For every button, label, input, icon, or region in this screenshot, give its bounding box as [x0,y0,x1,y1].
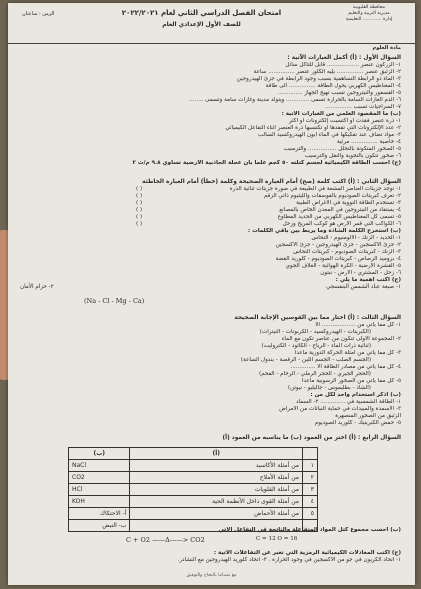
q3-line: ٣- الأسمدة والمبيدات في حماية النباتات من الأمراض [279,406,401,413]
table-row [69,496,318,508]
column-b-cell: أ- الاحتكاك [69,508,130,520]
row-number: ٢ [303,472,318,484]
answer-bracket: ( ) [136,221,143,228]
q1-line: ٧- السراجيات تسبب ............... [325,104,401,111]
q2-line: ١- الحديد - الزنك - الألومنيوم - النحاس [311,235,401,242]
exam-paper [8,3,415,585]
q3-choices: (ثنائية ذرات الماء - الرياح - الكاثود - الكتروليت) [261,343,371,350]
column-a-cell: من أمثلة الأملاح [130,472,303,484]
q1-line: ١- ذرة عنصر فقدت أو اكتسبت إلكترونات أو أكثر [289,118,401,125]
column-b-header: (ب) [69,448,130,460]
table-row [69,472,318,484]
ions-list: (Na - Cl - Mg - Ca) [84,297,145,305]
exam-subject: مادة العلوم [372,45,401,51]
q3-line: ٢- المجموعة الأولى تتكون من عناصر تكون مع الماء [281,336,401,343]
q2-c-row [20,284,401,291]
q3-subtitle: (ب) اذكر استخدام واحد لكل من : [310,392,401,399]
exam-footer: مع تمنياتنا بالنجاح والتوفيق [186,573,237,579]
q3-line: ٤- كل مما يأتي من مصادر الطاقة الا .............. [290,364,401,371]
column-a-header: (أ) [130,448,303,460]
q4-subtitle: (ج) اكتب المعادلات الكيميائية الرمزية التي تعبر عن التفاعلات الآتية : [213,550,401,556]
answer-bracket: ( ) [136,193,143,200]
q2-line: ١- صبغة عباد الشمس البنفسجي [326,284,401,291]
answer-bracket: ( ) [136,214,143,221]
exam-title: امتحان الفصل الدراسي الثاني لعام ٢٠٢٢/٢٠٢١ [121,9,282,17]
q3-line: الزئبق من الصخور المنصهرة [335,413,401,420]
q4-line: ١- اتحاد الكربون في جو من الأكسجين في وجود الحرارة . ٢- اتحاد كلوريد الهيدروجين مع النشادر. [177,556,401,563]
question-4-part-b [20,527,401,534]
q3-line: ٥- حمض الكبريتيك - كلوريد الصوديوم [314,420,401,427]
question-3-title: السؤال الثالث : (أ) اختار مما بين القوسين الإجابة الصحيحة [234,315,401,321]
q2-line: ٤- يستفاد من النيتروجين في المعدن الخاص بالمصانع [279,207,401,214]
exam-time: الزمن : ساعتان [22,11,55,17]
table-row [69,508,318,520]
question-4-part-c [20,550,401,564]
matching-table [68,447,318,532]
q2-line: ٢- جزئ الأكسجين - جزئ الهيدروجين - جزئ الأكسجين [275,242,401,249]
column-b-cell: CO2 [69,472,130,484]
row-number: ٥ [303,508,318,520]
question-4 [20,435,401,442]
atomic-masses: C = 12 O = 16 [256,536,298,542]
question-2-title: السؤال الثاني : (أ) اكتب كلمة (صح) أمام العبارة الصحيحة وكلمة (خطأ) أمام العبارة الخاطئة [142,179,401,185]
q1-line: ٦- صخور تتكون بالتجوية والنقل والترسيب [304,153,401,160]
directorate: مديرية التربية والتعليم [348,10,390,16]
table-row [69,484,318,496]
q2-line: ٤- بروميد الرصاص - كبريتات الصوديوم - كلوريد الفضة [275,256,401,263]
administration: إدارة ............. التعليمية [345,16,393,22]
column-b-cell: KOH [69,496,130,508]
q1-line: ١- الزركون عنصر .................. قابل للتآكل سائل [285,62,401,69]
exam-grade: للصف الأول الإعدادي العام [162,20,241,28]
answer-bracket: ( ) [136,200,143,207]
q2-subtitle: (ج) اكتب أهمية ما يلي : [335,277,401,284]
q2-line: ٢- حزام الأمان [20,284,54,291]
q3-line: ١- الطاقة الشمسية في .............. ٢- السماد [295,399,401,406]
q2-line: ٢- تعرف كبريتات الصوديوم بالفوسفات والليثيوم ذاتي الزقم [263,193,401,200]
chemical-equation: C + O2 ——Δ——> CO2 [126,536,205,544]
q1-subtitle: (ج) احسب الطاقة الكيميائية لجسم كتلته ٥٠ كجم علما بأن عجلة الجاذبية الأرضية تساوي ٩.٨ م/ث ٢ [132,160,401,167]
question-4-title: السؤال الرابع : (أ) اختر من العمود (ب) ما يناسبه من العمود (أ) [222,435,401,441]
q1-line: ٣- الماء ذو الرابطة التساهمية بسبب وجود الرابطة في جزئ الهيدروجين [236,76,401,83]
q3-choices: (الشاذ - بطليموس - جاليليو - نيوتن) [287,385,371,392]
q2-line: ٣- الزنك - كبريتات الصوديوم - كبريتات النحاس [293,249,401,256]
answer-bracket: ( ) [136,186,143,193]
q3-line: ١- كل مما يأتي من ................... الا [315,322,401,329]
q1-line: ٣- مواد تضاف عند تفكيكها في الماء أيون الهيدروكسيد السالب [258,132,401,139]
column-a-cell: من أمثلة القلويات [130,484,303,496]
column-b-cell: NaCl [69,460,130,472]
ministry-block [337,5,401,23]
q1-line: ٤- خاصية ............... مرئية [337,139,401,146]
q2-line: ٦- زحل - المشتري - الأرض - نبتون [320,270,401,277]
q2-subtitle: (ب) استخرج الكلمة الشاذة وما يربط بين باقي الكلمات : [247,228,401,235]
q1-line: ٢- الزئبق عنصر ............... يليه الكلور عنصر ............... ساعة [253,69,401,76]
question-2 [20,179,401,291]
q3-choices: (الجسم الصلب - الجسم اللين - الرقصة - بندول الساعة) [240,357,371,364]
q3-choices: (الحجر الجيري - الحجر الرملي - الرخام - الفحم) [258,371,371,378]
row-number: ١ [303,460,318,472]
q2-line: ٥- القشرة الأرضية - الكرة الهوائية - الغلاف الجوي [285,263,401,270]
answer-brackets [136,186,142,228]
q1-line: ٤- المغناطيس الكهربي يحول الطاقة ............... الى طاقة [265,83,401,90]
q2-line: ١- توجد جزيئات العناصر المشعة في الطبيعة في صورة جزيئات ثنائية الذرة [229,186,401,193]
q2-line: ٦- الكواكب التي قمر الأرض هو كوكب المريخ وزحل [282,221,401,228]
column-b-cell: HCl [69,484,130,496]
column-a-cell: من أمثلة الأكاسيد [130,460,303,472]
q1-subtitle: (ب) ما المقصود العلمي من العبارات الآتية : [281,111,401,118]
column-b-cell: ب- النبض [69,520,130,532]
q1-line: ٥- الفسفور والنيتروجين تسبب تهيج الجهاز .............. [277,90,401,97]
q2-line: ٥- تسمى كل المغناطيس الكهربي من الحديد المطاوع [277,214,401,221]
question-3 [20,315,401,427]
row-number: ٤ [303,496,318,508]
answer-bracket: ( ) [136,207,143,214]
exam-title-block [78,9,325,28]
question-1 [20,55,401,167]
column-a-cell: من أمثلة القوى داخل الأنظمة الحية [130,496,303,508]
governorate: محافظة القليوبية [352,5,386,10]
question-1-title: السؤال الأول : (أ) أكمل العبارات الآتية : [287,55,401,61]
q1-line: ٥- الصخور المتكونة بالتحلل ................ والترسيب [283,146,401,153]
q4-subtitle: (ب) احسب مجموع كتل المواد المتفاعلة والناتجة في التفاعل الآتي [218,527,401,533]
table-row [69,460,318,472]
q3-line: ٣- كل مما يأتي من أمثلة الحركة الدورية ماعدا [294,350,401,357]
q3-line: ٥- كل مما يأتي من الصخور الرسوبية ماعدا [301,378,401,385]
q2-true-false-list [20,186,401,228]
table-header-row [69,448,318,460]
q3-choices: (الكبريتات - الهيدروكسيد - الكربونات - النيترات) [259,329,371,336]
q1-line: ٦- الدم الغازات السامة بالحرارة تسمى ............. ويتولد مدينة وغازات سامة وتسمى ........ [189,97,401,104]
column-a-cell: من أمثلة الأحماض [130,508,303,520]
q2-line: ٣- تستخدم الطاقة النووية في الأغراض الطبية [296,200,401,207]
q1-line: ٢- عدد الإلكترونات التي تفقدها أو تكتسبها ذرة العنصر أثناء التفاعل الكيميائي [225,125,401,132]
exam-header [8,3,415,44]
row-number: ٣ [303,484,318,496]
